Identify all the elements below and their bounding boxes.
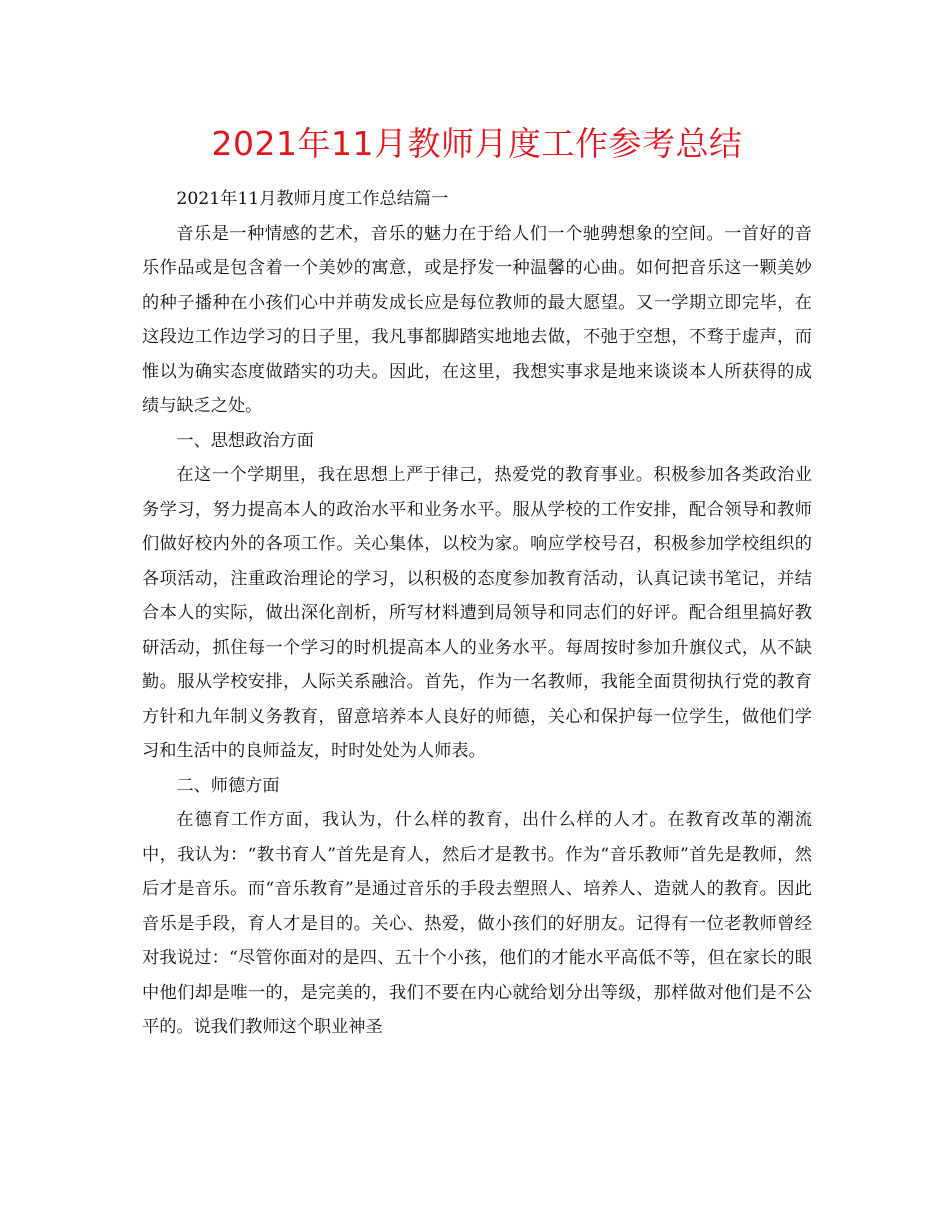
section-heading-ethics: 二、师德方面 [176,775,280,796]
document-body [142,182,812,1045]
intro-paragraph: 音乐是一种情感的艺术，音乐的魅力在于给人们一个驰骋想象的空间。一首好的音乐作品或是包含着一个美妙的寓意，或是抒发一种温馨的心曲。如何把音乐这一颗美妙的种子播种在小孩们心中并萌发成长应是每位教师的最大愿望。又一学期立即完毕，在这段边工作边学习的日子里，我凡事都脚踏实地地去做，不弛于空想，不骛于虚声，而惟以为确实态度做踏实的功夫。因此，在这里，我想实事求是地来谈谈本人所获得的成绩与缺乏之处。 [142,223,812,416]
document-title: 2021年11月教师月度工作参考总结 [211,124,743,163]
section-paragraph-ethics: 在德育工作方面，我认为，什么样的教育，出什么样的人才。在教育改革的潮流中，我认为：“教书育人”首先是育人，然后才是教书。作为“音乐教师”首先是教师，然后才是音乐。而“音乐教育”是通过音乐的手段去塑照人、培养人、造就人的教育。因此音乐是手段，育人才是目的。关心、热爱，做小孩们的好朋友。记得有一位老教师曾经对我说过：“尽管你面对的是四、五十个小孩，他们的才能水平高低不等，但在家长的眼中他们却是唯一的，是完美的，我们不要在内心就给划分出等级，那样做对他们是不公平的。说我们教师这个职业神圣 [142,810,812,1037]
document-subtitle: 2021年11月教师月度工作总结篇一 [176,189,449,209]
section-paragraph-ideology: 在这一个学期里，我在思想上严于律己，热爱党的教育事业。积极参加各类政治业务学习，努力提高本人的政治水平和业务水平。服从学校的工作安排，配合领导和教师们做好校内外的各项工作。关心集体，以校为家。响应学校号召，积极参加学校组织的各项活动，注重政治理论的学习，以积极的态度参加教育活动，认真记读书笔记，并结合本人的实际，做出深化剖析，所写材料遭到局领导和同志们的好评。配合组里搞好教研活动，抓住每一个学习的时机提高本人的业务水平。每周按时参加升旗仪式，从不缺勤。服从学校安排，人际关系融洽。首先，作为一名教师，我能全面贯彻执行党的教育方针和九年制义务教育，留意培养本人良好的师德，关心和保护每一位学生，做他们学习和生活中的良师益友，时时处处为人师表。 [142,465,812,761]
section-heading-ideology: 一、思想政治方面 [176,430,314,451]
